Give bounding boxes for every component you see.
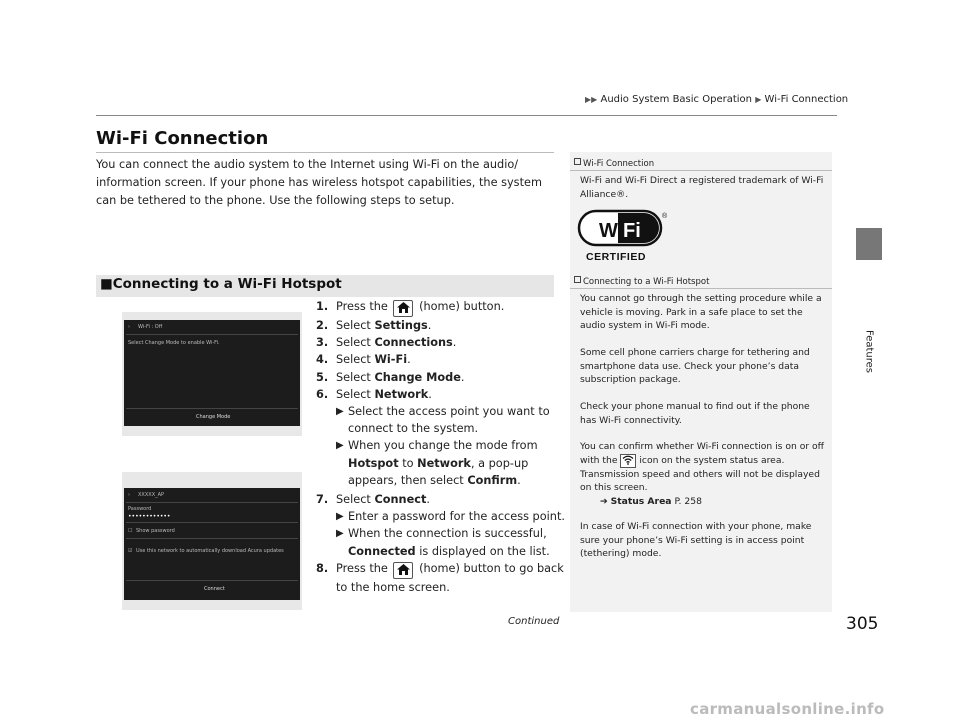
step-1: 1. Press the (home) button. (316, 298, 566, 317)
step-5: 5. Select Change Mode. (316, 370, 465, 384)
page-number: 305 (846, 614, 879, 634)
checkbox-icon: ☐ (128, 528, 133, 534)
screen-divider (126, 334, 298, 335)
section-title: ■Connecting to a Wi-Fi Hotspot (100, 276, 342, 292)
step-7-sub-2: ▶ When the connection is successful, Connected is displayed on the list. (336, 527, 550, 558)
chapter-marker (856, 228, 882, 260)
connect-button: Connect (204, 586, 225, 592)
triangle-bullet-icon: ▶ (336, 528, 344, 540)
note-rule (570, 170, 832, 171)
screen-divider (126, 502, 298, 503)
note-marker-icon (574, 158, 581, 165)
title-rule (96, 152, 554, 153)
header-rule (96, 115, 837, 116)
svg-text:Wi: Wi (599, 220, 624, 242)
chapter-tab: Features (863, 329, 875, 373)
change-mode-button: Change Mode (196, 414, 231, 420)
screen-title: Wi-Fi : Off (138, 324, 163, 330)
status-area-link[interactable]: ➔ Status Area P. 258 (600, 495, 702, 507)
screen-divider (126, 522, 298, 523)
watermark: carmanualsonline.info (690, 700, 885, 718)
step-6: 6. Select Network. (316, 387, 432, 401)
breadcrumb-item[interactable]: Wi-Fi Connection (764, 94, 849, 105)
password-value: •••••••••••• (128, 513, 171, 520)
svg-text:CERTIFIED: CERTIFIED (586, 251, 646, 263)
note-marker-icon (574, 276, 581, 283)
home-icon (393, 562, 413, 579)
triangle-bullet-icon: ▶ (336, 406, 344, 418)
auto-download-label: Use this network to automatically download Acura updates (136, 548, 284, 554)
note-heading-wifi: Wi-Fi Connection (574, 158, 654, 169)
page-title: Wi-Fi Connection (96, 128, 269, 149)
breadcrumb-arrow-icon: ▶▶ (585, 95, 598, 104)
home-icon (393, 300, 413, 317)
checkbox-checked-icon: ☑ (128, 548, 133, 554)
svg-text:Fi: Fi (623, 220, 641, 242)
password-label: Password (128, 506, 152, 512)
screen-divider (126, 538, 298, 539)
screen-back-icon: › (128, 324, 130, 330)
step-8: 8. Press the (home) button to go back to the home screen. (316, 561, 564, 594)
svg-text:®: ® (662, 213, 668, 220)
wifi-certified-logo (578, 210, 666, 264)
screenshot-wifi-off (122, 312, 302, 436)
wifi-status-icon (620, 454, 636, 468)
step-6-sub-2: ▶ When you change the mode from Hotspot to Network, a pop-up appears, then select Confirm. (336, 439, 538, 487)
note-paragraph-4: You can confirm whether Wi-Fi connection is on or off with the icon on the system status area. Transmission speed and others will not be displayed on this screen. ➔ Status Area P. 258 (580, 441, 824, 507)
screen-display (124, 488, 300, 600)
screenshot-connect (122, 472, 302, 610)
step-3: 3. Select Connections. (316, 336, 457, 350)
intro-text: You can connect the audio system to the Internet using Wi-Fi on the audio/ information screen. If your phone has wireless hotspot capabilities, the system can be tethered to the phone. Use the following steps to setup. (96, 158, 542, 207)
steps-list (316, 298, 566, 596)
note-heading-hotspot: Connecting to a Wi-Fi Hotspot (574, 276, 709, 287)
note-paragraph-2: Some cell phone carriers charge for tethering and smartphone data use. Check your phone’s data subscription package. (580, 347, 810, 386)
screen-title: XXXXX_AP (138, 492, 165, 498)
note-rule (570, 288, 832, 289)
screen-divider (126, 580, 298, 581)
screen-message: Select Change Mode to enable Wi-Fi. (128, 340, 220, 346)
screen-back-icon: › (128, 492, 130, 498)
breadcrumb-item[interactable]: Audio System Basic Operation (600, 94, 752, 105)
step-6-sub-1: ▶ Select the access point you want to connect to the system. (336, 405, 550, 436)
note-trademark: Wi-Fi and Wi-Fi Direct a registered trademark of Wi-Fi Alliance®. (580, 175, 824, 200)
note-paragraph-5: In case of Wi-Fi connection with your phone, make sure your phone’s Wi-Fi setting is in access point (tethering) mode. (580, 521, 812, 560)
screen-divider (126, 408, 298, 409)
triangle-bullet-icon: ▶ (336, 440, 344, 452)
step-2: 2. Select Settings. (316, 319, 432, 332)
screen-display (124, 320, 300, 426)
step-7: 7. Select Connect. (316, 493, 430, 507)
triangle-bullet-icon: ▶ (336, 511, 344, 523)
note-paragraph-3: Check your phone manual to find out if the phone has Wi-Fi connectivity. (580, 401, 810, 426)
breadcrumb-arrow-icon: ▶ (755, 95, 762, 104)
reference-arrow-icon: ➔ (600, 495, 608, 507)
step-4: 4. Select Wi-Fi. (316, 353, 411, 367)
step-7-sub-1: ▶ Enter a password for the access point. (316, 508, 566, 525)
note-paragraph-1: You cannot go through the setting procedure while a vehicle is moving. Park in a safe place to set the audio system in Wi-Fi mode. (580, 293, 822, 332)
show-password-label: Show password (136, 528, 175, 534)
continued-label: Continued (508, 616, 560, 627)
breadcrumb (585, 94, 848, 105)
